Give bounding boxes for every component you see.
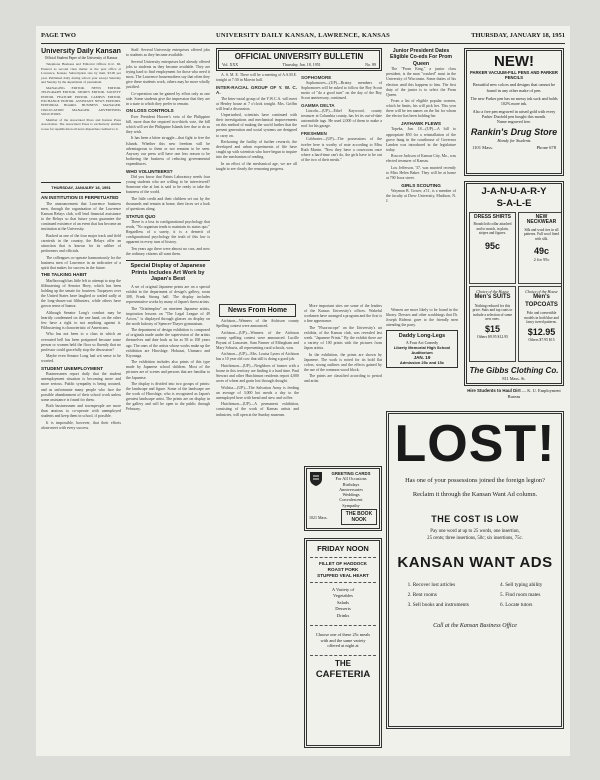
neckwear-price-2: 2 for 95c [533,257,550,263]
col2-top-text: Staff. Several University enterprises offered jobs to students as they became available. Several University enterprises had already offered jobs to students as they became available. They are trying hard to find employment for those who need it most. The Lawrence housemothers say that often they give these students work, others may be more wholly justified. Co-operation can be gained by effort only as one side. Some students give the impression that they are in a state to which they prefer to remain. [126,48,210,106]
col2-body-1: Ever President Hoover's veto of the Philippine bill, more than the required two-thirds vote, the bill which will set the Philippine Islands free due to do as they wish. It has been a bitter struggle—that fight to free the Islands. Whether this new freedom will be advantageous to them or not remains to be seen. Anyway our press will have one less reason to be bothering the business of reducing governmental expenditures. [126,114,210,166]
greeting-title: GREETING CARDS [331,471,371,476]
play-title: Daddy Long-Legs [398,333,446,340]
gibbs-address: 811 Mass. St. [502,376,526,381]
bulletin-heading-4: GAMMA DELTA [301,102,335,108]
page-number: PAGE TWO [41,32,76,39]
bulletin-no: No. 89 [365,62,376,67]
column-five [386,308,458,408]
topcoats-choice: Choice of the House [525,289,558,294]
topcoats-label: Men's TOPCOATS [525,294,558,308]
sale-cell-shirts: DRESS SHIRTS Broadcloth collar attached and to match, in plain, stripes and figures. 95c [469,212,516,284]
topcoats-price-2: Others $7.95 $15 [528,337,555,342]
friday-item-1: FILLET OF HADDOCK [319,561,367,566]
greeting-store: THE BOOK NOOK [341,509,377,525]
col4-headline-3: GIRLS SCOUTING [401,182,441,188]
shirts-label: DRESS SHIRTS [474,214,511,220]
header-date: THURSDAY, JANUARY 18, 1951 [471,32,565,39]
col4-lower-body: More important sites are some of the leaders of the Kansas University's offices. Wakeful workmen have arranged a program and the first is a fine appearance. The "Fluoroscope" on the University's art exhibits, of the Kansas club, was revealed last week. "Japanese Prints." By the exhibit there are a variety of 100 prints with the pictures from Japan artists. In the exhibition, the prints are shown by Japanese. The work is noted for its bold flat colors, strong outlines and the effects gained by the use of the common wood block. The prints are classified according to period and artist. [304,304,382,384]
greeting-l3: Birthdays [342,481,360,487]
want-call: Call at the Kansan Business Office [433,623,517,630]
bulletin-col-right: SOPHOMORE Sophomores—(UP)—Brainy members of Sophomores will be asked to follow the Boy Scout motto of "do a good turn" on the day of the Boy Scout anniversary, continued. GAMMA DELTA Lincoln—(UP)—Ethel Kaywood, county treasurer at Columbia county, has let its out-of-date automobile tags. He used 2,000 of them to make a roof for his garage. FRESHMEN Coldwater—(UP)—The possessions of the twelve here is worthy of note according to Miss Ruth Martin. "Now they have a courtroom once where a hard-time can't do, the girls have to be out of the two of their meals." [301,74,382,162]
sale-title: J-A-N-U-A-R-Y [481,186,547,197]
bulletin-date: Thursday, Jan. 18, 1951 [282,62,321,67]
new-text: Beautiful new colors and designs that cannot be found in any other make of pen. [472,82,556,93]
greeting-cards-ad [304,466,382,531]
neckwear-label: NEW NECKWEAR [526,214,557,226]
bulletin-heading-1: INTER-RACIAL GROUP OF Y. W. C. A. [216,84,297,96]
col4-headline-2: JAYHAWK FLEWS [401,121,441,127]
column-editorial [41,48,121,753]
newspaper-page [36,26,570,756]
rankin-phone: Phone 678 [536,145,556,151]
suits-choice: Choice of the House [476,289,509,294]
play-date: JAN. 19 [413,355,431,361]
topcoats-price: $12.95 [527,326,556,337]
editorial-body-3: Businessmen report daily that the student unemployment situation is becoming more and more serious. Public sympathy is being aroused, and as unfortunate many people who face the possible abandonment of their school work unless some assistance is found for them. Both businessmen and townspeople are more than anxious to co-operate with unemployed students and keep them in school, if possible. It is impossible, however, that their efforts alone meet with every success. [41,372,121,431]
greeting-l4: Anniversaries [339,486,363,492]
editorial-body-2: Marlborough has little left to attempt to stop the filibustering of Senator Hoey, which has been holding up the senate for fourteen. Taxpayers over the United States have laughed or wailed sadly at the long-drawn-out filibusters, while others have grown sense of humor. Although Senator Long's conduct may be heartily condemned on the one hand, on the other few have a right to not anything against it. Filibustering is characteristic of Americans. Who has not been to a class in which an overrated bell has been postponed because some person or women held the floor so fluently that no professor could gracefully stop the discussion? Maybe even Senator Long had wit sense to be worried. [41,278,121,364]
bulletin-heading-5: FRESHMEN [301,131,327,137]
hire-title: Hire Students to Haul Dirt [467,388,521,393]
play-venue: Liberty Memorial High School Auditorium [393,345,451,356]
suits-price: $15 [484,323,501,334]
gibbs-store: The Gibbs Clothing Co. [469,366,559,375]
employment-bureau: K. U. Employment Bureau [507,388,561,399]
greeting-address: 1021 Mass. [309,514,328,520]
friday-item-3: STUFFED VEAL HEART [317,573,369,578]
col4-body-1: The "Prom King," a junior class president, is the man "crashed" most in the University of Wisconsin. Some duties of his election until this happens to him. The first duty of the junior is to select the Prom Queen. From a list of eligible popular women, which he limits, his will pick her. This year there will be ten names on the list for whom the elector has been holding her. [386,67,456,119]
editorial-body-1: The announcement that Lawrence business men, through the organization of the Lawrence Kansan Relays club, will lend financial assistance to the Relays so that future years guarantee the continued existence of an event that has become an institution at the University. Bucked as one of the four major track and field carnivals in the country, the Relays offer an attraction that is known for its calibre of performers and officials. The colleagues co-operate harmoniously for the business men of Lawrence in an indicative of a spirit that makes for success in the future. [41,201,121,270]
play-admission: Admission 25c and 15c [399,360,445,366]
sale-cell-topcoats: Choice of the House Men's TOPCOATS Polo and convertible models in both blue and fancy tweed patterns. $12.95 Others $7.95 $15 [518,286,564,362]
rankin-sub: Handy for Students [497,138,531,144]
staff-box: Telephone Business and Editorial Offices K.U. 66. Entered as second class matter at the post office at Lawrence, Kansas. Subscription rate by mail, $3.00 per year. Published daily during school year except Saturday and Sunday by the department of journalism. MANAGING EDITOR. NEWS EDITOR. TELEGRAPH EDITOR. SPORTS EDITOR. SOCIETY EDITOR. FEATURE EDITOR. CAMPUS EDITOR. EXCHANGE EDITOR. ASSISTANT NEWS EDITORS. EDITORIAL BOARD. BUSINESS MANAGER. CIRCULATION MANAGER. ADVERTISING SOLICITORS. Member of the Associated Press and Kansas Press Association. The Associated Press is exclusively entitled to use for republication all news dispatches credited to it. [41,62,121,131]
new-sub: PARKER VACUUM-FILL PENS AND PARKER PENCILS [470,70,558,81]
new-line-2: Also a free pen engraved in raised gold with every Parker Duofold pen bought this month. [472,108,556,119]
editorial-heading-3: STUDENT UNEMPLOYMENT [41,365,104,371]
suits-price-2: Others $9.95 $12.95 [476,334,508,339]
special-body: A set of original Japanese prints are on a special exhibit in the department of design's gallery, room 308, Frank Strong hall. The display includes representative works by many of Japan's finest artists. The "Oriafemplea" on nineteen Japanese artists, inspiration lessons on "The Legal League of 49 Actors," is displayed through glasses on display on the north balcony of Spencer-Thayer gymnasium. The department of design exhibition is composed of originals made under the supervision of the artists themselves and date back as far as 58 to 100 years ago. The ones of the artists whose works make up the exhibition are Hiroshige, Hokusai, Utamaro and Kiyonaga. The exhibition includes also prints of this type made by Japanese school children. Most of the pictures are of scenes and persons that are familiar to the Japanese. The display is divided into two groups of prints: the landscape and figure. Some of the landscape are the work of Hiroshige, who is recognized as Japan's greatest landscape artist. The prints are on display in the gallery and will be open to the public through February. [126,284,210,412]
friday-vegetables: Vegetables [333,593,353,599]
editorial-date: THURSDAY, JANUARY 18, 1951 [51,185,111,191]
lost-reclaim: Reclaim it through the Kansan Want Ad column. [412,490,538,498]
lost-title: LOST! [394,415,556,473]
lost-question: Has one of your possessions joined the foreign legion? [405,477,545,484]
news-body: Atchison—Winners of the Atchison county Spelling contest were announced. Atchison—(UP)—Winners of the Atchison county spelling contest were announced. Lucille Bryant of Lancaster, Sam Farmer of Effingham and Mary Schurtz, all representing rural schools, won. Atchison—(UP)—Mrs. Louisa Lyons of Atchison has a 10 year old cow that still is doing a good job. Hutchinson—(UP)—Neighbors of farmer with a house in this territory are finding it a hard time. Paul Stewart and other Hutchinson residents report 4,000 acres of wheat and grain lost through drought. Wichita—(UP)—The Salvation Army is feeding an average of 3,000 hot meals a day to the unemployed here with bread and stew and coffee. Hutchinson—(UP)—A permanent exhibition, consisting of the work of Kansas artists and industries, will open at the Sunday museum. [216,319,299,417]
want-item-3: 3. Sell books and instruments [407,602,469,609]
editorial-heading-2: THE TALKING HABIT [41,272,87,278]
university-bulletin [216,48,382,301]
rankin-address: 1101 Mass. [472,145,494,151]
new-line-1: The new Parker pen has no messy ink sack and holds 102% more ink. [470,96,558,107]
greeting-l2: For All Occasions [335,476,367,482]
cafeteria-ad [304,538,382,748]
cost-title: THE COST IS LOW [431,514,519,524]
friday-the: THE [335,658,351,668]
suits-label: Men's SUITS [474,294,511,301]
friday-cafeteria: CAFETERIA [315,668,371,680]
page-header [41,32,565,44]
new-line-3: Name engraved free. [496,119,532,125]
paper-title: UNIVERSITY DAILY KANSAN, LAWRENCE, KANSAS [215,32,391,39]
col5-body-1: Women are more likely to be found in the library. Dresses and other scrubbings that Dr. Joseph Rideout gave to the friendly men attending the party. [386,308,458,328]
col2-heading-2: WHO VOLUNTEERS? [126,168,173,174]
bulletin-vol: Vol. XXX [222,62,239,67]
friday-item-2: ROAST PORK [327,567,359,572]
news-title: News From Home [219,304,296,317]
column-four-lower [304,304,382,464]
col4-body-3: Wayman B. Gower, a'11, is a member of the faculty at Drew University, Madison, N. J. [386,189,456,204]
bulletin-info [220,62,378,67]
want-item-1: 1. Recover lost articles [407,582,456,589]
friday-salads: Salads [337,599,349,605]
col2-body-3: There is a loss in configurational psychology that reads, "No organism tends to maintain its status quo." Regardless of a surety, it is a demerit of configurational psychology the truth of this law is apparent in every turn of history. Ten years ago there were almost no cars, and now the ordinary citizens all want them. [126,219,210,256]
january-sale-ad [464,181,564,386]
greeting-l7: Sympathy [342,502,360,508]
friday-title: FRIDAY NOON [317,544,369,553]
new-title: NEW! [494,53,534,70]
column-two [126,48,210,753]
shield-icon [309,471,323,487]
want-item-2: 2. Rent rooms [407,592,437,599]
special-headline: Special Display of Japanese Prints Includes Art Work by Japan's Best [130,262,206,283]
daddy-long-legs-ad [386,330,458,368]
neckwear-price: 49c [533,246,550,257]
greeting-l6: Convalescent [339,497,363,503]
masthead-title: University Daily Kansan [41,48,121,55]
want-item-6: 6. Locate tutors [500,602,533,609]
friday-note: Choose one of these 25c meals with and the same variety offered at night at [315,632,371,649]
col4-body-2: Topeka, Jan. 18—(UP)—A bill to appropriate $50 for a reinstallation of the grove hung in the courthouse of Governor Landon was introduced in the legislature today. Roscoe Jackson of Kansas City, Mo., was elected treasurer of Kansas. Lou Jefferson, '37, was married recently to Miss Helen Baker. They will be at home at 700 Iowa street. [386,127,456,181]
want-item-4: 4. Sell typing ability [500,582,543,589]
masthead-subtitle: Official Student Paper of the University of Kansas [44,56,118,60]
rankin-store: Rankin's Drug Store [470,127,558,138]
bulletin-box [216,48,382,71]
shirts-price: 95c [484,240,501,251]
col2-heading-1: ON LOSS CONTROLS [126,108,174,114]
greeting-l5: Weddings [342,492,360,498]
sale-cell-neckwear: NEW NECKWEAR Silk and wool ties in all patterns. Full wool lined with silk. 49c 2 for 95c [518,212,564,284]
col2-body-2: Did you know that Paints Laboratory needs four young students who are willing to be interviewed? Someone else at last is said to be ready to take the business of the world. The little credit and their children set out by the thousands and remain at home, their faces set a look of questions along. [126,174,210,211]
col4-headline-1: Junior President Dates Eligible Co-eds For Prom Queen [390,48,452,67]
sale-cell-suits: Choice of the House Men's SUITS Nothing reduced for this price. Suits and top coats to include a selection of some new ones. $15 Others $9.95 $12.95 [469,286,516,362]
parker-pens-ad [464,48,564,176]
cost-rate-1: Pay one word at up to 25 words, one insertion, [430,529,520,534]
friday-drinks: Drinks [336,612,350,618]
employment-strip: Hire Students to Haul Dirt — K. U. Employment Bureau [467,388,561,399]
bulletin-col-left: A. S. M. E. There will be a meeting of A.S.M.E. tonight at 7:30 in Marvin hall. INTER-RACIAL GROUP OF Y. W. C. A. The Inter-racial group of the Y.W.C.A. will meet at Henley house at 7 o'clock tonight. Mrs. Griffin will lead a discussion. Unperturbed, scientists have continued with their investigations and mechanical improvements on this method of making the world further that the present generation and social systems are designed to carry on. Reckoning the futility of further research, the developed and urban experiments of life have caught up with scientists who have begun to inquire into the mechanism of reading. In an effort of the mechanical age, we are all taught to see clearly the reasoning progress. [216,73,297,171]
want-item-5: 5. Find room mates [500,592,541,599]
bulletin-heading-2: SOPHOMORE [301,74,332,80]
play-sub: A Four Act Comedy [405,340,439,346]
cost-rate-2: 25 cents; three insertions, 50c; six insertions, 75c. [427,535,523,541]
lost-ad [386,411,564,729]
bulletin-title: OFFICIAL UNIVERSITY BULLETIN [234,52,364,61]
friday-desserts: Desserts [335,606,351,612]
friday-variety: A Variety of [331,587,355,592]
want-ads-title: KANSAN WANT ADS [397,554,553,572]
news-from-home [216,304,299,756]
col2-heading-3: STATUS QUO [126,213,156,219]
sale-word: S-A-L-E [496,198,532,209]
editorial-heading-1: AN INSTITUTION IS PERPETUATED [41,195,119,201]
